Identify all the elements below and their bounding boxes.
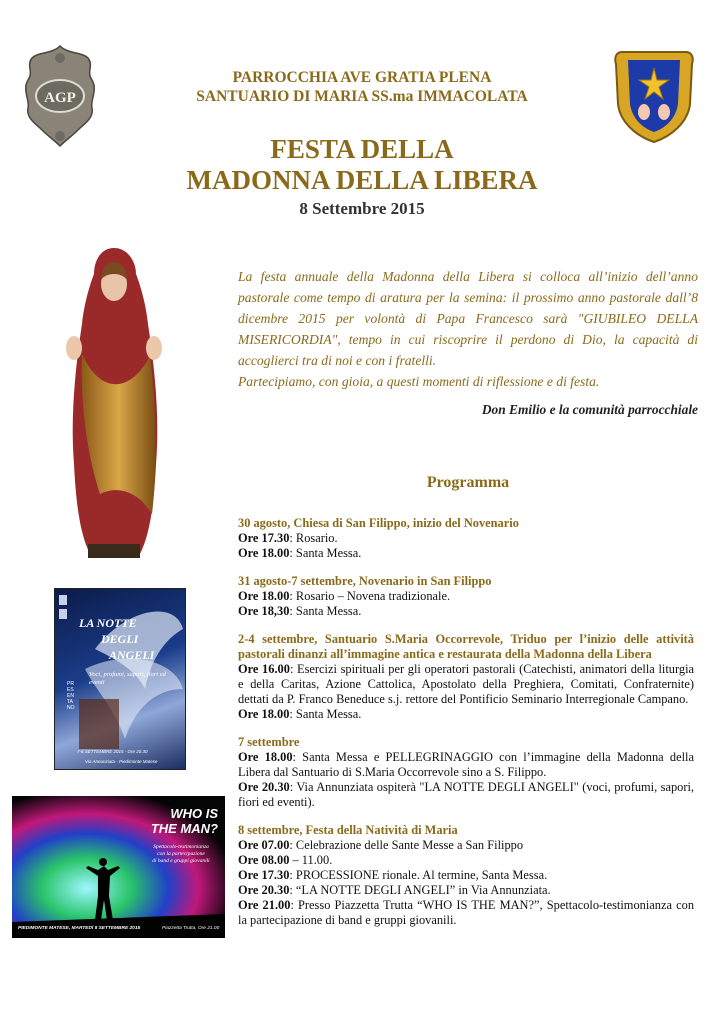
poster2-title-2: THE MAN? [150,821,218,836]
program-description: : Presso Piazzetta Trutta “WHO IS THE MAN?”, Spettacolo-testimonianza con la partecipazione di band e gruppi giovanili. [238,898,695,927]
page-title [0,134,724,196]
poster1-subtitle: Voci, profumi, sapori, fiori ed eventi [89,671,166,686]
program-row [238,707,694,722]
program-description: : Santa Messa. [289,604,362,618]
program-block [238,735,694,810]
program-row [238,531,694,546]
program-block-heading: 2-4 settembre, Santuario S.Maria Occorrevole, Triduo per l’inizio delle attività pastorali dinanzi all’immagine antica e restaurata della Madonna della Libera [238,632,694,661]
program-time: Ore 18.00 [238,546,290,560]
poster2-footer-right: Piazzetta Trutta, Ore 21.00 [162,926,220,931]
program-time: Ore 08.00 [238,853,290,867]
program-block-heading: 30 agosto, Chiesa di San Filippo, inizio del Novenario [238,516,519,530]
program-row [238,853,694,868]
program-block [238,516,694,561]
program-description: : Rosario – Novena tradizionale. [289,589,451,603]
poster2-sub-2: con la partecipazione [157,851,205,857]
title-line-2: MADONNA DELLA LIBERA [186,165,538,195]
program-time: Ore 07.00 [238,838,290,852]
poster2-title-1: WHO IS [170,806,218,821]
program-time: Ore 18,30 [238,604,290,618]
intro-closing: Partecipiamo, con gioia, a questi momenti di riflessione e di festa. [238,374,600,389]
poster1-date: 7-8 SETTEMBRE 2015 - Ore 20.30 [77,749,148,754]
program-time: Ore 18.00 [238,589,290,603]
program-list [238,516,694,941]
program-description: : Esercizi spirituali per gli operatori pastorali (Catechisti, animatori della liturgia e della Caritas, Azione Cattolica, Apostolato della Preghiera, Comitati, Confraternite) dettati da P. Franco Beneduce s.j. rettore del Pontificio Seminario Interregionale Campano. [238,662,695,706]
program-time: Ore 18.00 [238,707,290,721]
program-block [238,632,694,722]
poster2-footer-left: PIEDIMONTE MATESE, MARTEDÌ 8 SETTEMBRE 2015 [18,926,141,931]
poster1-place: Via Annunziata - Piedimonte Matese [85,759,158,764]
program-row [238,546,694,561]
program-row [238,883,694,898]
program-time: Ore 17.30 [238,531,290,545]
program-time: Ore 20.30 [238,780,290,794]
program-row [238,780,694,810]
program-row [238,750,694,780]
poster-who-is-the-man [12,796,225,938]
poster1-vertical-text: PRESENTANO [67,681,75,711]
program-time: Ore 17.30 [238,868,290,882]
madonna-statue-image [60,244,168,562]
sanctuary-name: SANTUARIO DI MARIA SS.ma IMMACOLATA [196,88,528,105]
program-description: : Santa Messa e PELLEGRINAGGIO con l’immagine della Madonna della Libera dal Santuario di S.Maria Occorrevole sino a S. Filippo. [238,750,694,779]
program-block-heading: 31 agosto-7 settembre, Novenario in San Filippo [238,574,492,588]
emblem-monogram: AGP [44,90,76,106]
program-time: Ore 16.00 [238,662,290,676]
program-time: Ore 18.00 [238,750,293,764]
intro-paragraph: La festa annuale della Madonna della Libera si colloca all’inizio dell’anno pastorale come tempo di aratura per la semina: il prossimo anno pastorale dall’8 dicembre 2015 per volontà di Papa Francesco sarà "GIUBILEO DELLA MISERICORDIA", tempo in cui riscoprire il perdono di Dio, la capacità di accoglierci tra di noi e con i fratelli. [238,269,698,368]
program-description: : Santa Messa. [289,707,362,721]
program-time: Ore 21.00 [238,898,291,912]
program-row [238,662,694,707]
program-row [238,604,694,619]
poster-notte-degli-angeli [54,588,186,770]
program-row [238,838,694,853]
poster1-title-1: LA NOTTE [79,616,137,630]
program-description: – 11.00. [289,853,333,867]
header-block [0,68,724,106]
event-date: 8 Settembre 2015 [299,199,425,218]
signature: Don Emilio e la comunità parrocchiale [481,402,698,417]
program-row [238,589,694,604]
program-block [238,823,694,928]
program-title: Programma [426,474,510,491]
program-description: : Via Annunziata ospiterà "LA NOTTE DEGLI ANGELI" (voci, profumi, sapori, fiori ed eventi). [238,780,695,809]
program-block-heading: 8 settembre, Festa della Natività di Maria [238,823,458,837]
program-time: Ore 20.30 [238,883,290,897]
program-description: : PROCESSIONE rionale. Al termine, Santa Messa. [289,868,548,882]
title-line-1: FESTA DELLA [270,134,454,164]
program-description: : Celebrazione delle Sante Messe a San Filippo [289,838,524,852]
program-block-heading: 7 settembre [238,735,300,749]
poster2-sub-3: di band e gruppi giovanili [152,858,210,864]
program-row [238,868,694,883]
poster1-title-2: DEGLI [101,632,139,646]
parish-name: PARROCCHIA AVE GRATIA PLENA [232,69,492,86]
program-row [238,898,694,928]
program-block [238,574,694,619]
program-description: : Rosario. [289,531,338,545]
program-description: : Santa Messa. [289,546,362,560]
program-description: : “LA NOTTE DEGLI ANGELI” in Via Annunziata. [289,883,551,897]
poster2-sub-1: Spettacolo-testimonianza [153,844,209,850]
poster1-title-3: ANGELI [109,648,155,662]
intro-text [238,266,698,392]
